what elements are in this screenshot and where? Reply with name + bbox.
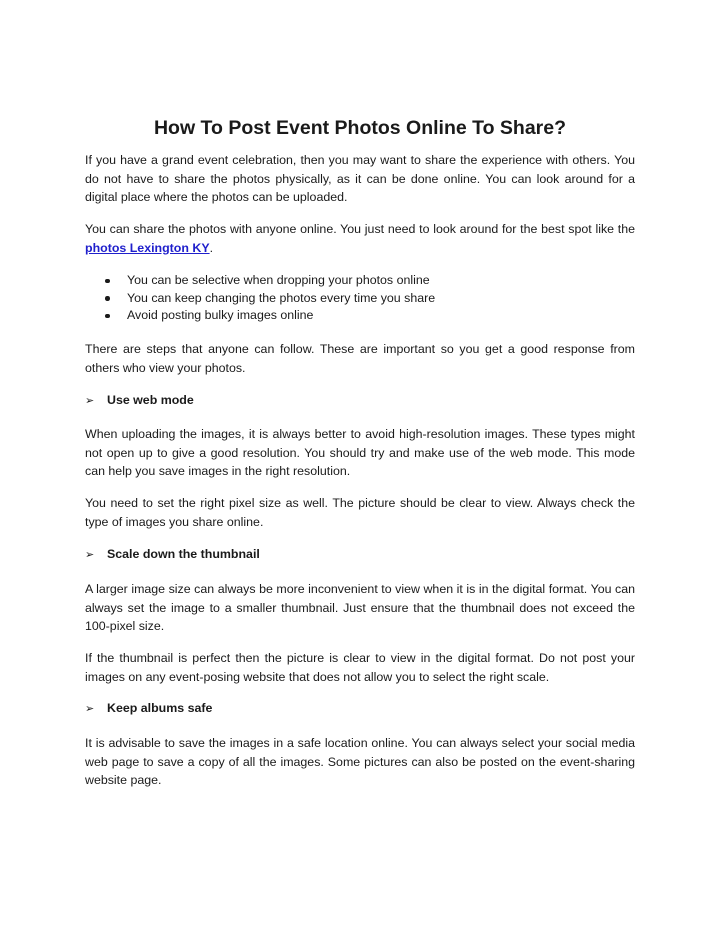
paragraph-image-size: A larger image size can always be more inconvenient to view when it is in the digital format. You can always set the image to a smaller thumbnail. Just ensure that the thumbnail does not exceed the 100-pixel size. [85, 582, 635, 633]
page-title: How To Post Event Photos Online To Share? [153, 117, 567, 139]
paragraph-intro: If you have a grand event celebration, then you may want to share the experience with others. You do not have to share the photos physically, as it can be done online. You can look around for a digital place where the photos can be uploaded. [85, 153, 635, 204]
heading-use-web-mode [85, 391, 635, 410]
paragraph-share-end: . [209, 240, 214, 255]
list-item-text: You can keep changing the photos every time you share [127, 290, 436, 305]
bullet-icon [105, 279, 110, 284]
paragraph-share-text: You can share the photos with anyone online. You just need to look around for the best spot like the [85, 222, 635, 236]
list-item [85, 290, 635, 308]
heading-albums-safe [85, 699, 635, 718]
heading-text: Keep albums safe [107, 701, 213, 715]
arrow-bullet-icon: ➢ [85, 703, 95, 715]
photos-lexington-link[interactable]: photos Lexington KY [85, 240, 210, 255]
heading-scale-thumbnail [85, 545, 635, 564]
heading-text: Scale down the thumbnail [107, 547, 260, 561]
paragraph-save-images: It is advisable to save the images in a safe location online. You can always select your social media web page to save a copy of all the images. Some pictures can also be posted on the event-sharing website page. [85, 736, 635, 787]
list-item-text: Avoid posting bulky images online [127, 308, 314, 322]
paragraph-steps: There are steps that anyone can follow. These are important so you get a good response from others who view your photos. [85, 342, 635, 375]
bullet-icon [105, 314, 110, 319]
paragraph-thumbnail: If the thumbnail is perfect then the picture is clear to view in the digital format. Do not post your images on any event-posing website that does not allow you to select the right scale. [85, 651, 635, 684]
list-item [85, 307, 635, 325]
bullet-icon [105, 296, 110, 301]
paragraph-share [85, 220, 635, 257]
arrow-bullet-icon: ➢ [85, 395, 95, 407]
list-item-text: You can be selective when dropping your photos online [127, 273, 430, 287]
tips-list [85, 272, 635, 325]
arrow-bullet-icon: ➢ [85, 549, 95, 561]
paragraph-web-mode: When uploading the images, it is always better to avoid high-resolution images. These types might not open up to give a good resolution. You should try and make use of the web mode. This mode can help you save images in the right resolution. [85, 427, 635, 478]
heading-text: Use web mode [107, 393, 194, 407]
list-item [85, 272, 635, 290]
paragraph-pixel-size: You need to set the right pixel size as well. The picture should be clear to view. Always check the type of images you share online. [85, 496, 635, 529]
